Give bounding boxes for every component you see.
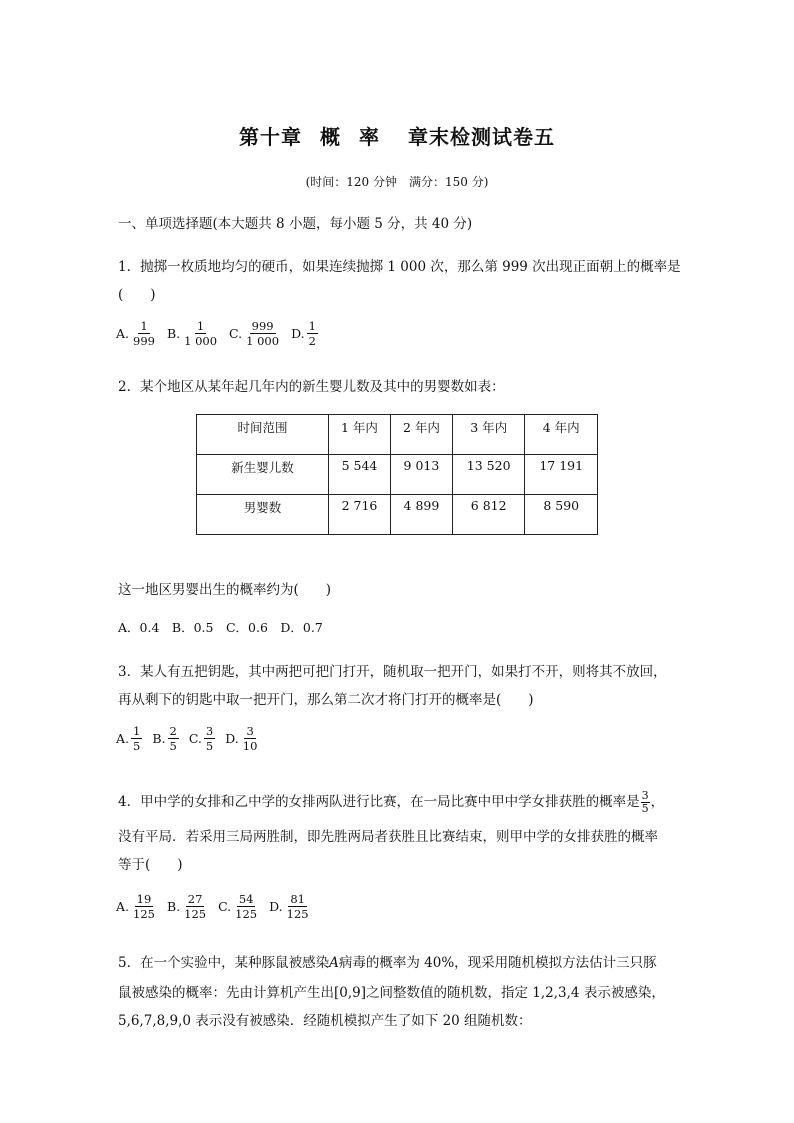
table-header-row [197, 415, 598, 455]
frac-numerator: 999 [251, 319, 274, 333]
frac-numerator: 3 [205, 724, 214, 738]
frac-numerator: 1 [308, 319, 316, 333]
q4-line-3: 等于( ) [118, 857, 183, 873]
table-cell: 5 544 [329, 455, 391, 495]
q3-option-a[interactable] [116, 725, 144, 752]
option-label: A. [116, 326, 130, 342]
q5-line-1-a: 5．在一个实验中，某种豚鼠被感染 [118, 955, 330, 971]
q1-option-d[interactable] [291, 320, 320, 347]
option-fraction [241, 725, 260, 752]
option-label: A. [116, 899, 130, 915]
table-header-cell: 1 年内 [329, 415, 391, 455]
q5-virus-name: A [329, 955, 339, 971]
exam-subtitle: (时间：120 分钟 满分：150 分) [305, 175, 489, 189]
q5-line-1 [118, 951, 657, 971]
q4-line-2: 没有平局．若采用三局两胜制，即先胜两局者获胜且比赛结束，则甲中学的女排获胜的概率 [118, 829, 658, 845]
q2-options[interactable]: A．0.4 B．0.5 C．0.6 D．0.7 [118, 620, 323, 635]
table-row [197, 495, 598, 535]
q1-option-c[interactable] [229, 320, 283, 347]
table-cell: 9 013 [390, 455, 452, 495]
table-cell: 13 520 [452, 455, 525, 495]
q4-line-1-text: 4．甲中学的女排和乙中学的女排两队进行比赛，在一局比赛中甲中学女排获胜的概率是 [118, 794, 640, 810]
option-label: C. [218, 899, 232, 915]
q4-inline-fraction [641, 790, 650, 814]
frac-denominator: 5 [133, 739, 141, 754]
option-label: D. [291, 326, 305, 342]
table-cell: 6 812 [452, 495, 525, 535]
frac-numerator: 1 [140, 319, 148, 333]
frac-denominator: 125 [235, 907, 258, 922]
frac-numerator: 1 [196, 319, 205, 333]
table-row [197, 455, 598, 495]
q4-option-d[interactable] [269, 893, 313, 920]
option-fraction [233, 893, 259, 920]
q1-options [116, 320, 324, 347]
frac-numerator: 1 [133, 724, 141, 738]
frac-numerator: 27 [187, 892, 203, 906]
table-cell: 男婴数 [197, 495, 329, 535]
option-fraction [182, 320, 219, 347]
frac-denominator: 999 [133, 334, 155, 349]
q5-line-2: 鼠被感染的概率：先由计算机产生出[0,9]之间整数值的随机数，指定 1,2,3,4 表示被感染， [118, 985, 665, 1001]
q5-line-3: 5,6,7,8,9,0 表示没有被感染．经随机模拟产生了如下 20 组随机数： [118, 1013, 532, 1029]
q4-option-a[interactable] [116, 893, 159, 920]
table-header-cell: 时间范围 [197, 415, 329, 455]
option-label: C. [188, 731, 202, 747]
q4-option-c[interactable] [218, 893, 261, 920]
option-fraction [204, 725, 215, 752]
option-fraction [131, 893, 157, 920]
title-word-1: 概 [320, 125, 341, 149]
option-label: B. [166, 326, 181, 342]
births-table [196, 414, 598, 535]
table-header-cell: 4 年内 [525, 415, 598, 455]
option-label: B. [152, 731, 166, 747]
table-header-cell: 2 年内 [390, 415, 452, 455]
q1-paren: ( ) [118, 287, 156, 303]
option-label: B. [166, 899, 181, 915]
frac-denominator: 125 [133, 907, 155, 922]
q4-line-1-end: ， [650, 794, 665, 810]
q3-options [116, 725, 265, 752]
frac-denominator: 125 [184, 907, 207, 922]
title-chapter: 第十章 [239, 125, 302, 149]
q3-line-1: 3．某人有五把钥匙，其中两把可把门打开，随机取一把开门，如果打不开，则将其不放回， [118, 664, 667, 680]
option-fraction [182, 893, 208, 920]
option-label: C. [229, 326, 243, 342]
q2-text: 2．某个地区从某年起几年内的新生婴儿数及其中的男婴数如表： [118, 379, 505, 395]
option-label: D. [269, 899, 283, 915]
option-label: D. [225, 731, 239, 747]
frac-denominator: 10 [242, 739, 258, 754]
q1-option-a[interactable] [116, 320, 159, 347]
frac-numerator: 3 [641, 789, 649, 803]
option-label: A. [116, 731, 130, 747]
table-cell: 17 191 [525, 455, 598, 495]
frac-numerator: 19 [136, 892, 152, 906]
frac-denominator: 5 [169, 739, 177, 754]
q3-option-d[interactable] [225, 725, 261, 752]
section-heading: 一、单项选择题(本大题共 8 小题，每小题 5 分，共 40 分) [118, 216, 473, 232]
option-fraction [285, 893, 311, 920]
table-cell: 8 590 [525, 495, 598, 535]
table-cell: 4 899 [390, 495, 452, 535]
q4-line-1 [118, 790, 664, 815]
q1-option-b[interactable] [167, 320, 221, 347]
table-header-cell: 3 年内 [452, 415, 525, 455]
frac-numerator: 2 [169, 724, 177, 738]
q3-option-c[interactable] [189, 725, 217, 752]
q4-options [116, 893, 317, 920]
frac-denominator: 2 [308, 334, 316, 349]
frac-numerator: 54 [238, 892, 254, 906]
q3-option-b[interactable] [152, 725, 181, 752]
q3-line-2: 再从剩下的钥匙中取一把开门，那么第二次才将门打开的概率是( ) [118, 692, 534, 708]
option-fraction [131, 725, 142, 752]
option-fraction [307, 320, 318, 347]
q5-line-1-b: 病毒的概率为 40%，现采用随机模拟方法估计三只豚 [338, 955, 657, 971]
option-fraction [244, 320, 281, 347]
option-fraction [168, 725, 179, 752]
frac-denominator: 5 [641, 802, 649, 815]
table-cell: 2 716 [329, 495, 391, 535]
frac-denominator: 5 [205, 739, 214, 754]
frac-numerator: 3 [246, 724, 254, 738]
frac-denominator: 125 [286, 907, 309, 922]
frac-denominator: 1 000 [184, 334, 218, 349]
frac-denominator: 1 000 [246, 334, 280, 349]
frac-numerator: 81 [290, 892, 305, 906]
q4-option-b[interactable] [167, 893, 210, 920]
table-cell: 新生婴儿数 [197, 455, 329, 495]
q2-question: 这一地区男婴出生的概率约为( ) [118, 582, 332, 598]
title-test-name: 章末检测试卷五 [408, 125, 555, 149]
title-word-2: 率 [359, 125, 380, 149]
page-title [0, 121, 794, 150]
option-fraction [131, 320, 157, 347]
q1-text: 1．抛掷一枚质地均匀的硬币，如果连续抛掷 1 000 次，那么第 999 次出现正面朝上的概率是 [118, 259, 681, 275]
